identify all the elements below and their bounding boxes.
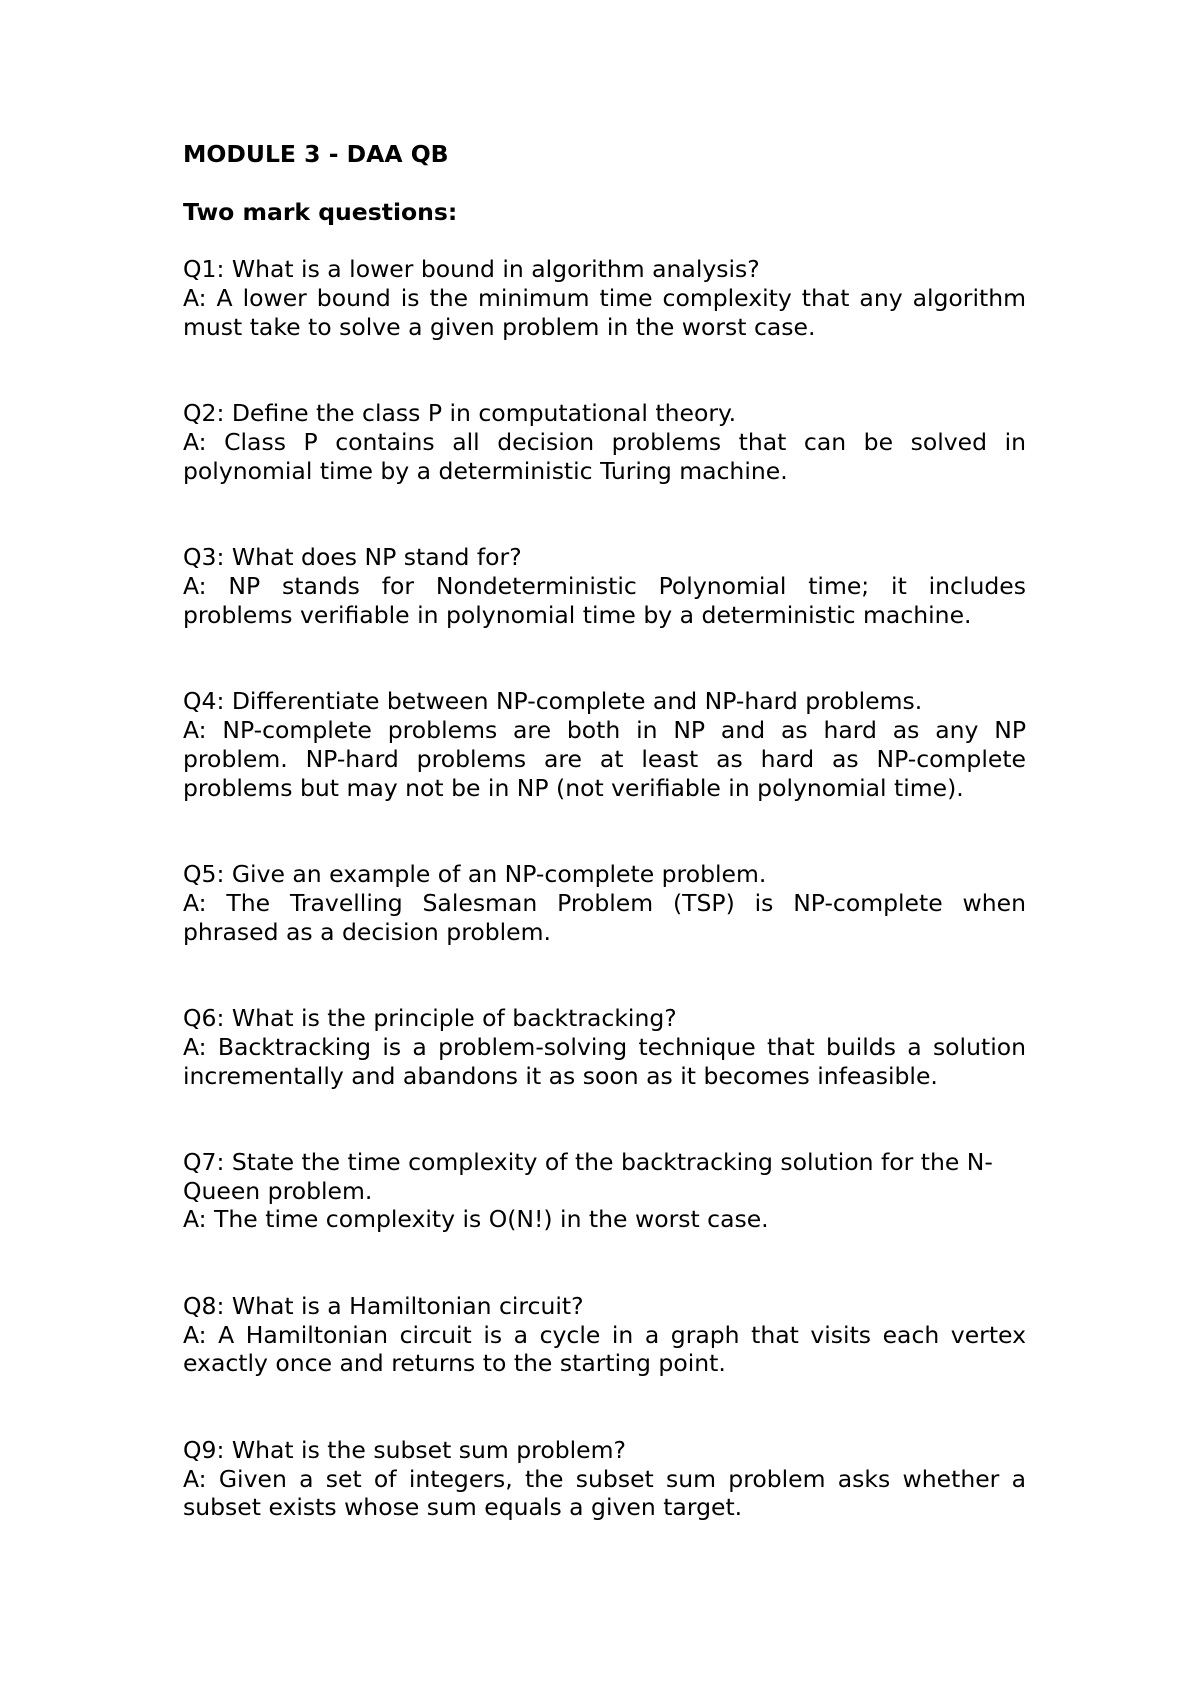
question-2: Q2: Define the class P in computational theory. xyxy=(183,399,737,428)
answer-3: A: NP stands for Nondeterministic Polynomial time; it includes problems verifiable in polynomial time by a deterministic machine. xyxy=(183,571,1026,629)
qa-item-8 xyxy=(183,1292,1026,1378)
answer-1: A: A lower bound is the minimum time complexity that any algorithm must take to solve a given problem in the worst case. xyxy=(183,283,1026,341)
answer-8: A: A Hamiltonian circuit is a cycle in a graph that visits each vertex exactly once and returns to the starting point. xyxy=(183,1320,1026,1378)
qa-item-9 xyxy=(183,1436,1026,1522)
question-6: Q6: What is the principle of backtracking? xyxy=(183,1003,677,1032)
qa-item-3 xyxy=(183,543,1026,629)
answer-7: A: The time complexity is O(N!) in the worst case. xyxy=(183,1205,769,1234)
answer-9: A: Given a set of integers, the subset sum problem asks whether a subset exists whose sum equals a given target. xyxy=(183,1464,1026,1522)
question-5: Q5: Give an example of an NP-complete problem. xyxy=(183,859,767,888)
question-9: Q9: What is the subset sum problem? xyxy=(183,1435,626,1464)
answer-6: A: Backtracking is a problem-solving technique that builds a solution incrementally and abandons it as soon as it becomes infeasible. xyxy=(183,1032,1026,1090)
question-1: Q1: What is a lower bound in algorithm analysis? xyxy=(183,255,760,284)
document-title: MODULE 3 - DAA QB xyxy=(183,140,449,168)
question-4: Q4: Differentiate between NP-complete and NP-hard problems. xyxy=(183,687,923,716)
answer-5: A: The Travelling Salesman Problem (TSP) is NP-complete when phrased as a decision problem. xyxy=(183,888,1026,946)
qa-item-6 xyxy=(183,1004,1026,1090)
section-heading: Two mark questions: xyxy=(183,197,458,226)
answer-2: A: Class P contains all decision problems that can be solved in polynomial time by a deterministic Turing machine. xyxy=(183,427,1026,485)
qa-item-1 xyxy=(183,255,1026,341)
qa-item-5 xyxy=(183,860,1026,946)
document-page xyxy=(183,140,1026,1522)
question-8: Q8: What is a Hamiltonian circuit? xyxy=(183,1291,584,1320)
qa-item-2 xyxy=(183,399,1026,485)
question-7: Q7: State the time complexity of the backtracking solution for the N-Queen problem. xyxy=(183,1147,993,1205)
qa-item-7 xyxy=(183,1148,1026,1234)
question-3: Q3: What does NP stand for? xyxy=(183,543,522,572)
answer-4: A: NP-complete problems are both in NP and as hard as any NP problem. NP-hard problems are at least as hard as NP-complete problems but may not be in NP (not verifiable in polynomial time). xyxy=(183,715,1026,802)
qa-item-4 xyxy=(183,687,1026,802)
